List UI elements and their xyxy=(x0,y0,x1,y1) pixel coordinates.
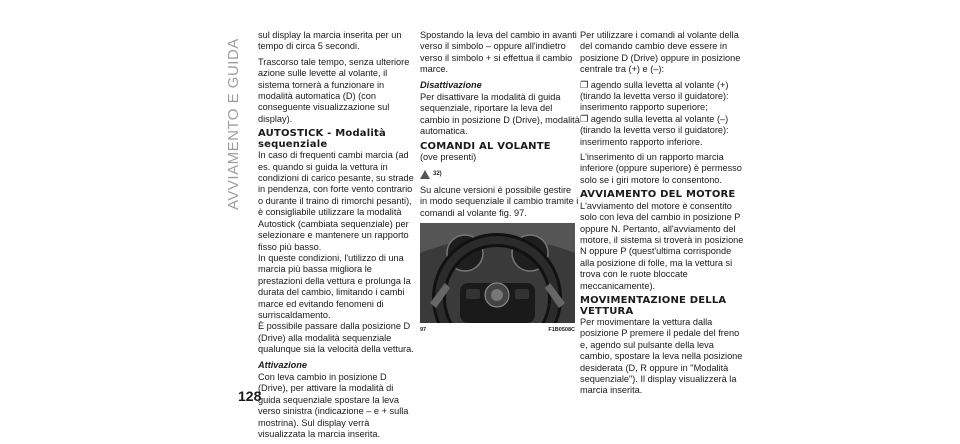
column-3 xyxy=(580,30,745,401)
heading-autostick: AUTOSTICK - Modalità sequenziale xyxy=(258,128,386,150)
paragraph: L'inserimento di un rapporto marcia inferiore (oppure superiore) è permesso solo se i giri motore lo consentono. xyxy=(580,152,742,185)
side-title-text: AVVIAMENTO E GUIDA xyxy=(225,38,242,210)
figure-caption xyxy=(420,325,575,336)
heading-attivazione: Attivazione xyxy=(258,359,308,370)
paragraph: L'avviamento del motore è consentito solo con leva del cambio in posizione P oppure N. Pertanto, all'avviamento del motore, il sistema si troverà in posizione N oppure P (quest'ultima corrisponde alla posizione di folle, ma la vettura si trova con le ruote bloccate meccanicamente). xyxy=(580,200,744,291)
warning-triangle-icon xyxy=(420,170,430,179)
paragraph: sul display la marcia inserita per un tempo di circa 5 secondi. xyxy=(258,30,402,52)
heading-comandi-volante: COMANDI AL VOLANTE xyxy=(420,140,551,152)
subheading-ove-presenti: (ove presenti) xyxy=(420,152,477,163)
section-side-title xyxy=(225,30,249,210)
paragraph: In caso di frequenti cambi marcia (ad es. quando si guida la vettura in condizioni di carico pesante, su strade in pendenza, con forte vento contrario o durante il traino di rimorchi pesanti), è consigliabile utilizzare la modalità Autostick (cambiata sequenziale) per selezionare e mantenere un rapporto fisso più basso. xyxy=(258,150,414,252)
steering-wheel-illustration xyxy=(420,223,575,323)
figure-steering-wheel xyxy=(420,223,575,323)
paragraph: Per utilizzare i comandi al volante della del comando cambio deve essere in posizione D (Drive) oppure in posizione centrale tra (+) e (–): xyxy=(580,30,741,75)
heading-movimentazione: MOVIMENTAZIONE DELLA VETTURA xyxy=(580,295,727,317)
page-number: 128 xyxy=(238,388,262,404)
heading-disattivazione: Disattivazione xyxy=(420,79,482,90)
paragraph: Con leva cambio in posizione D (Drive), per attivare la modalità di guida sequenziale spostare la leva verso sinistra (indicazione – e + sulla mostrina). Sul display verrà visualizzata la marcia inserita. xyxy=(258,371,409,439)
bullet-item: ❐ agendo sulla levetta al volante (–) (tirando la levetta verso il guidatore): inserimento rapporto inferiore. xyxy=(580,113,729,147)
column-1 xyxy=(258,30,418,444)
figure-code: F1B0508C xyxy=(548,327,575,334)
paragraph: Spostando la leva del cambio in avanti verso il simbolo – oppure all'indietro verso il simbolo + si effettua il cambio marce. xyxy=(420,30,577,75)
paragraph: Su alcune versioni è possibile gestire in modo sequenziale il cambio tramite i comandi al volante fig. 97. xyxy=(420,184,579,218)
warning-reference xyxy=(420,169,580,180)
paragraph: In queste condizioni, l'utilizzo di una marcia più bassa migliora le prestazioni della vettura e prolunga la durata del cambio, limitando i cambi marce ed evitando fenomeni di surriscaldamento. xyxy=(258,252,411,320)
paragraph: Per movimentare la vettura dalla posizione P premere il pedale del freno e, agendo sul pulsante della leva cambio, spostare la leva nella posizione desiderata (D, R oppure in "Modalità sequenziale"). Il display visualizzerà la marcia inserita. xyxy=(580,317,743,396)
paragraph: Trascorso tale tempo, senza ulteriore azione sulle levette al volante, il sistema tornerà a funzionare in modalità automatica (D) (con conseguente visualizzazione sul display). xyxy=(258,56,410,124)
paragraph: Per disattivare la modalità di guida sequenziale, riportare la leva del cambio in posizione D (Drive), modalità automatica. xyxy=(420,92,580,137)
heading-avviamento: AVVIAMENTO DEL MOTORE xyxy=(580,189,736,201)
warning-ref-number: 32) xyxy=(433,170,442,177)
figure-number: 97 xyxy=(420,327,427,334)
column-2 xyxy=(420,30,580,341)
paragraph: È possibile passare dalla posizione D (Drive) alla modalità sequenziale qualunque sia la velocità della vettura. xyxy=(258,321,414,355)
bullet-item: ❐ agendo sulla levetta al volante (+) (tirando la levetta verso il guidatore): inserimento rapporto superiore; xyxy=(580,79,729,113)
